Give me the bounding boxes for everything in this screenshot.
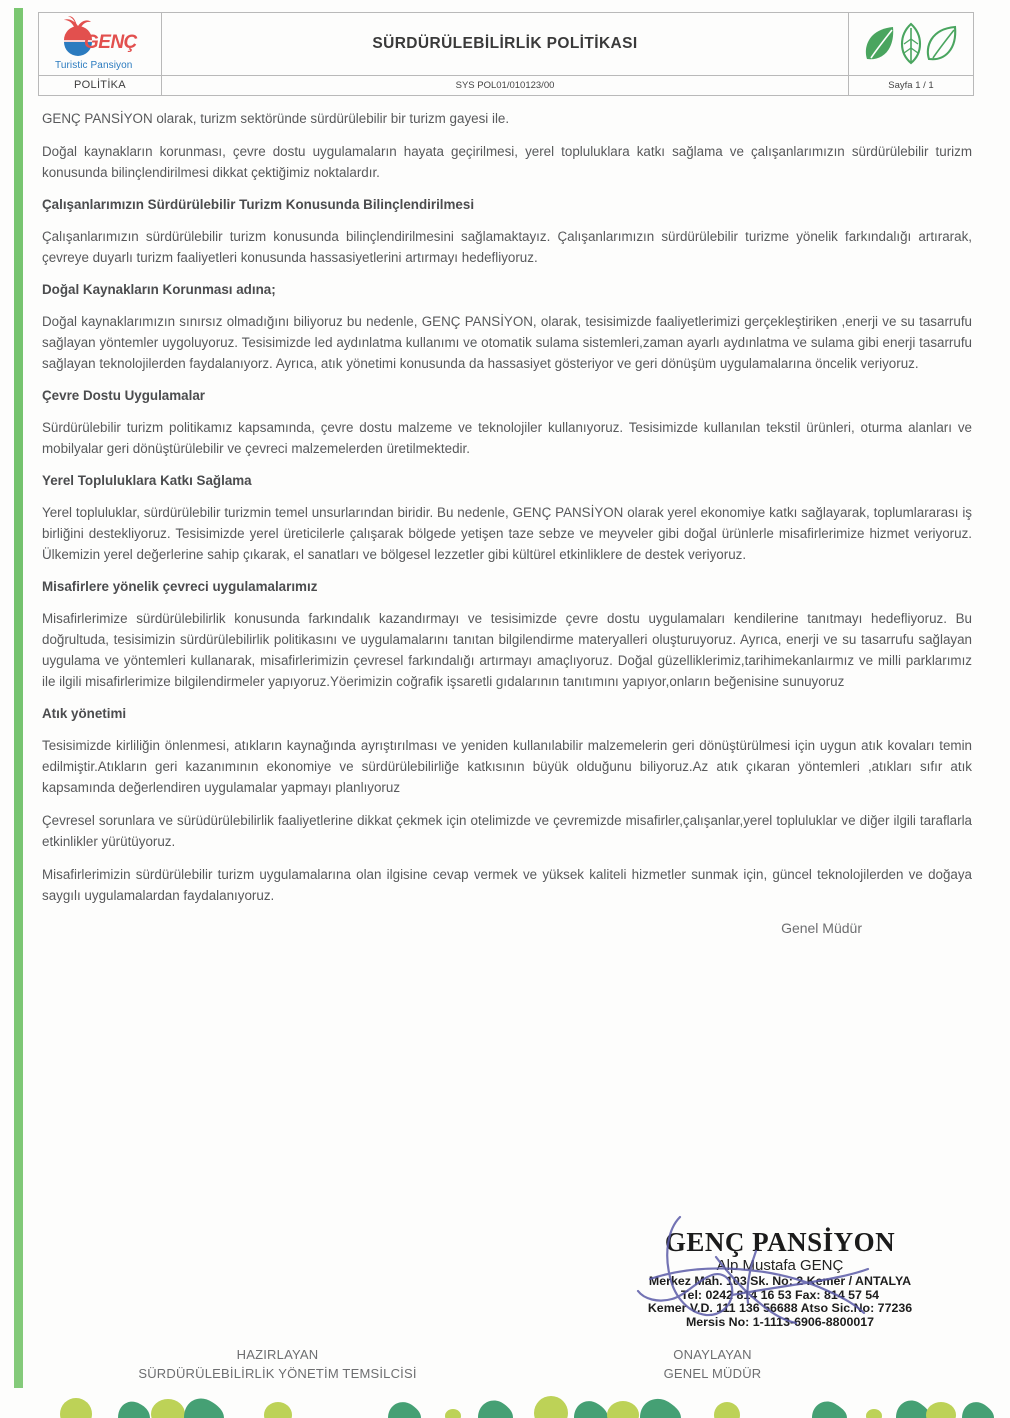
prepared-by-role: SÜRDÜRÜLEBİLİRLİK YÖNETİM TEMSİLCİSİ — [138, 1366, 417, 1381]
section-text-waste-management: Tesisimizde kirliliğin önlenmesi, atıkların kaynağında ayrıştırılması ve yeniden kullanılabilir malzemelerin geri dönüştürülmesi için uygun atık kovaları temin edilmiştir.Atıkların geri kazanımının ekonomiye ve sürdürülebilirliğe katkısının büyük olduğunu biliyoruz.Az atık çıkaran yöntemleri ,atıkları sıfır atık kapsamında değerlendiren uygulamalar yapmayı planlıyoruz — [42, 738, 972, 795]
section-text-guest-practices: Misafirlerimize sürdürülebilirlik konusunda farkındalık kazandırmayı ve tesisimizde çevre dostu uygulamaları kendilerine tanıtmayı hedefliyoruz. Bu doğrultuda, tesisimizin sürdürülebilirlik politikasını ve uygulamalarını tanıtan bilgilendirme materyalleri oluşturuyoruz. Ayrıca, enerji ve su tasarrufu sağlayan uygulama ve yöntemleri kullanarak, misafirlerimizin çevresel farkındalığı artırmayı amaçlıyoruz. Doğal güzelliklerimiz,tarihimekanlaırmız ve milli parklarımız ile ilgili misafirlerimize bilgilendirmeler yapıyoruz.Yöerimizin coğrafik işsaretli gıdalarının tanıtımını yapıyor,onların beğenisine sunuyoruz — [42, 611, 972, 689]
signature-title: Genel Müdür — [781, 920, 862, 936]
doc-code-label: SYS POL01/010123/00 — [162, 76, 849, 95]
stamp-tax-no: Kemer V.D. 111 136 56688 Atso Sic.No: 77236 — [647, 1301, 913, 1315]
section-text-employee-awareness: Çalışanlarımızın sürdürülebilir turizm konusunda bilinçlendirilmesini sağlamaktayız. Çalışanlarımızın sürdürülebilir turizme yönelik farkındalığı artırarak, çevreye duyarlı turizm faaliyetleri konusunda hassasiyetlerini artırmayı hedefliyoruz. — [42, 229, 972, 265]
stamp-person-name: Alp Mustafa GENÇ — [716, 1257, 844, 1274]
document-body — [42, 108, 972, 936]
page-number-label: Sayfa 1 / 1 — [888, 80, 934, 91]
section-text-natural-resources: Doğal kaynaklarımızın sınırsız olmadığını biliyoruz bu nedenle, GENÇ PANSİYON, olarak, tesisimizde faaliyetlerimizi gerçekleştiriken ,enerji ve su tasarrufu sağlayan yöntemler uygoluyoruz. Tesisimizde led aydınlatma kullanımı ve otomatik sulama sistemleri,zaman ayarlı aydınlatma ve sulama gibi enerji tasarrufu sağlayan teknolojilerden faydalanıyorz. Ayrıca, atık yönetimi konusunda da hassasiyet gösteriyor ve geri dönüşüm uygulamalarına öncelik veriyoruz. — [42, 314, 972, 371]
section-heading-eco-friendly: Çevre Dostu Uygulamalar — [42, 388, 205, 403]
section-text-eco-friendly: Sürdürülebilir turizm politikamız kapsamında, çevre dostu malzeme ve teknolojiler kullanıyoruz. Tesisimizde kullanılan tekstil ürünleri, oturma alanları ve mobilyalar geri dönüştürülebilir ve çevreci malzemelerden üretilmektedir. — [42, 420, 972, 456]
header-top-row — [38, 12, 974, 75]
section-heading-local-community: Yerel Topluluklara Katkı Sağlama — [42, 473, 252, 488]
bush-shapes — [60, 1396, 1010, 1418]
company-logo-cell — [39, 13, 162, 75]
company-stamp — [620, 1195, 940, 1335]
left-green-accent-bar — [14, 8, 23, 1388]
intro-paragraph: GENÇ PANSİYON olarak, turizm sektöründe sürdürülebilir bir turizm gayesi ile. — [42, 111, 510, 126]
section-heading-guest-practices: Misafirlere yönelik çevreci uygulamalarımız — [42, 579, 318, 594]
closing-paragraph-2: Misafirlerimizin sürdürülebilir turizm uygulamalarına olan ilgisine cevap vermek ve yüksek kaliteli hizmetler sunmak için, güncel teknolojilerden ve doğaya saygılı uygulamalardan faydalanıyoruz. — [42, 867, 972, 903]
stamp-phone: Tel: 0242 814 16 53 Fax: 814 57 54 — [680, 1287, 880, 1302]
section-heading-waste-management: Atık yönetimi — [42, 706, 127, 721]
document-header — [38, 12, 974, 96]
intro-paragraph-2: Doğal kaynakların korunması, çevre dostu uygulamaların hayata geçirilmesi, yerel topluluklara katkı sağlama ve çalışanlarımızın sürdürülebilir turizm konusunda bilinçlendirilmesi dikkat çektiğimiz noktalardır. — [42, 144, 972, 180]
stamp-details — [620, 1275, 940, 1329]
approved-by-label: ONAYLAYAN — [673, 1347, 752, 1362]
header-bottom-row — [38, 75, 974, 96]
prepared-by-column — [0, 1345, 495, 1383]
stamp-address: Merkez Mah. 103 Sk. No: 2 Kemer / ANTALYA — [648, 1274, 912, 1288]
stamp-mersis-no: Mersis No: 1-1113-6906-8800017 — [685, 1314, 875, 1329]
genc-logo — [48, 16, 152, 72]
bottom-bush-decoration — [0, 1384, 1010, 1418]
document-title-cell — [162, 13, 849, 75]
closing-paragraph-1: Çevresel sorunlara ve sürüdürülebilirlik faaliyetlerine dikkat çekmek için otelimizde ve çevremizde misafirler,çalışanlar,yerel topluluklar ve diğer ilgili taraflarla etkinlikler yürütüyoruz. — [42, 813, 972, 849]
approved-by-column — [495, 1345, 1010, 1383]
section-heading-employee-awareness: Çalışanlarımızın Sürdürülebilir Turizm Konusunda Bilinçlendirilmesi — [42, 197, 475, 212]
section-text-local-community: Yerel topluluklar, sürdürülebilir turizmin temel unsurlarından biridir. Bu nedenle, GENÇ PANSİYON olarak yerel ekonomiye katkı sağlayarak, toplumlararası iş birliğini destekliyoruz. Tesisimizde yerel üreticilerle çalışarak bölgede yetişen taze sebze ve meyveler gibi doğal ürünlerle misafirlerimize hizmet veriyoruz. Ülkemizin yerel değerlerine sahip çıkarak, el sanatları ve bölgesel lezzetler gibi kültürel etkinliklere de destek veriyoruz. — [42, 505, 972, 562]
approved-by-role: GENEL MÜDÜR — [663, 1366, 762, 1381]
leaves-logo-cell — [849, 13, 973, 75]
stamp-company-name: GENÇ PANSİYON — [664, 1227, 896, 1257]
doc-type-label: POLİTİKA — [39, 76, 162, 95]
three-leaves-icon — [859, 19, 963, 69]
footer-signature-block — [0, 1345, 1010, 1383]
page-title: SÜRDÜRÜLEBİLİRLİK POLİTİKASI — [372, 35, 638, 52]
prepared-by-label: HAZIRLAYAN — [236, 1347, 319, 1362]
logo-brand-text: GENÇ — [84, 32, 137, 53]
section-heading-natural-resources: Doğal Kaynakların Korunması adına; — [42, 282, 276, 297]
logo-tagline-text: Turistic Pansiyon — [55, 60, 133, 71]
